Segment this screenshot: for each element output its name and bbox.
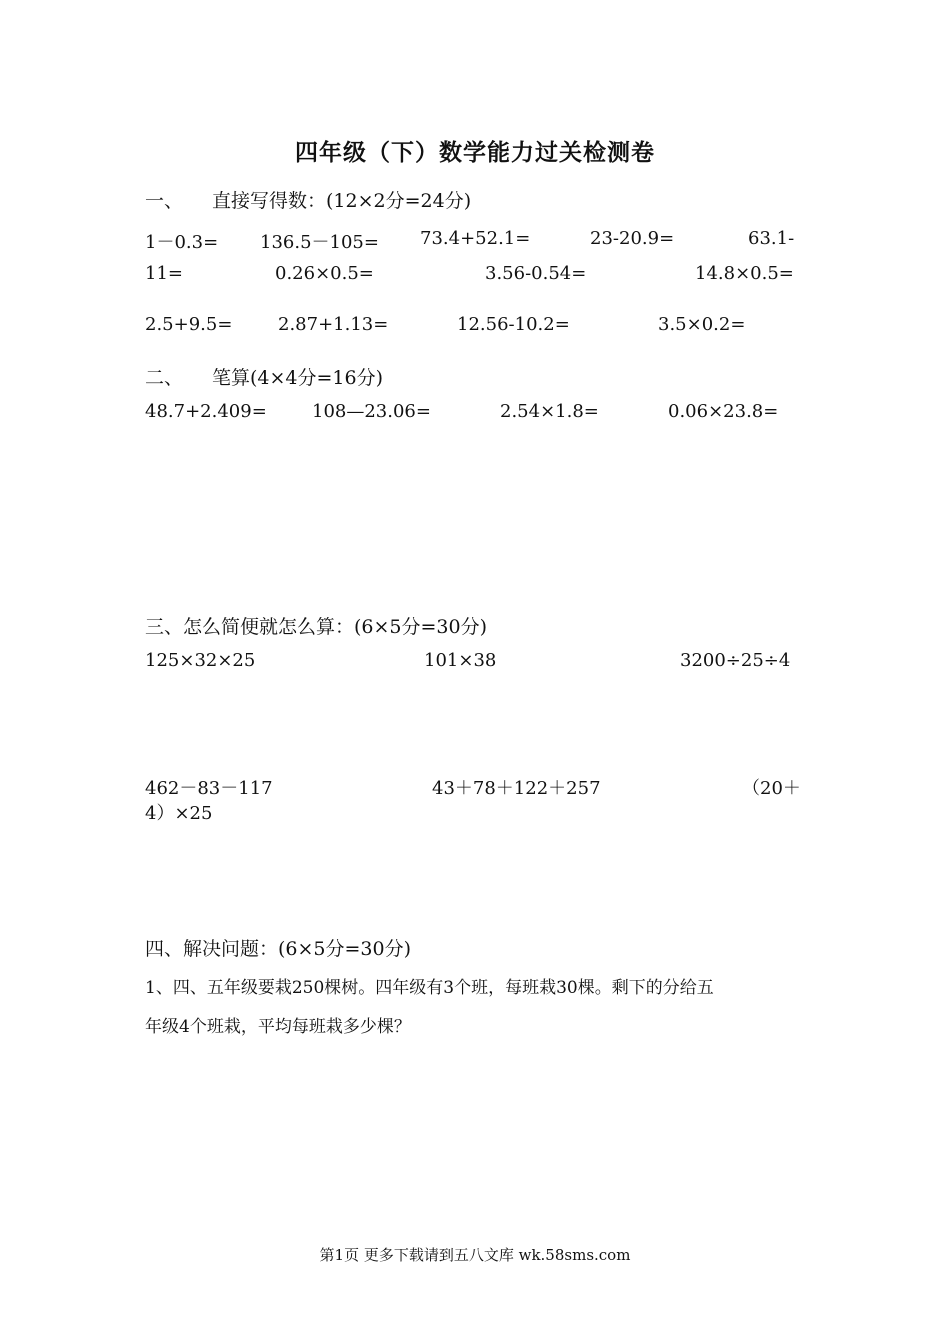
s3-r1-item-1: 125×32×25 bbox=[145, 650, 256, 671]
s1-r1-item-5: 63.1- bbox=[748, 228, 795, 249]
section-3-heading: 三、怎么简便就怎么算：(6×5分=30分) bbox=[145, 616, 488, 638]
page-footer: 第1页 更多下载请到五八文库 wk.58sms.com bbox=[319, 1246, 631, 1264]
s3-r1-item-3: 3200÷25÷4 bbox=[680, 650, 791, 671]
s1-r1-item-4: 23-20.9= bbox=[590, 228, 675, 249]
s1-r2-item-2: 0.26×0.5= bbox=[275, 263, 374, 284]
s1-r3-item-1: 2.5+9.5= bbox=[145, 314, 233, 335]
problem-1-line-1: 1、四、五年级要栽250棵树。四年级有3个班，每班栽30棵。剩下的分给五 bbox=[145, 978, 714, 998]
s3-r2-item-1: 462－83－117 bbox=[145, 778, 273, 799]
s1-r1-item-2: 136.5－105= bbox=[260, 232, 379, 253]
s1-r3-item-2: 2.87+1.13= bbox=[278, 314, 389, 335]
s1-r1-item-3: 73.4+52.1= bbox=[420, 228, 531, 249]
section-2-number: 二、 bbox=[145, 367, 184, 389]
s2-item-4: 0.06×23.8= bbox=[668, 401, 779, 422]
s1-r1-item-1: 1－0.3= bbox=[145, 232, 219, 253]
page-title: 四年级（下）数学能力过关检测卷 bbox=[295, 140, 655, 166]
section-1-number: 一、 bbox=[145, 190, 184, 212]
s3-r1-item-2: 101×38 bbox=[424, 650, 497, 671]
s2-item-1: 48.7+2.409= bbox=[145, 401, 267, 422]
s1-r2-item-3: 3.56-0.54= bbox=[485, 263, 587, 284]
problem-1-line-2: 年级4个班栽，平均每班栽多少棵？ bbox=[145, 1017, 411, 1037]
section-1-heading: 直接写得数：(12×2分=24分) bbox=[212, 190, 472, 212]
section-4-heading: 四、解决问题：(6×5分=30分) bbox=[145, 938, 412, 960]
s1-r3-item-4: 3.5×0.2= bbox=[658, 314, 746, 335]
section-2-heading: 笔算(4×4分=16分) bbox=[212, 367, 384, 389]
s2-item-2: 108—23.06= bbox=[312, 401, 431, 422]
s3-r2-item-2: 43＋78＋122＋257 bbox=[432, 778, 601, 799]
s3-r2-item-3: （20＋ bbox=[742, 778, 801, 799]
s1-r3-item-3: 12.56-10.2= bbox=[457, 314, 570, 335]
s2-item-3: 2.54×1.8= bbox=[500, 401, 599, 422]
s3-r2-wrap: 4）×25 bbox=[145, 803, 213, 824]
s1-r2-item-4: 14.8×0.5= bbox=[695, 263, 794, 284]
s1-r2-item-1: 11= bbox=[145, 263, 183, 284]
